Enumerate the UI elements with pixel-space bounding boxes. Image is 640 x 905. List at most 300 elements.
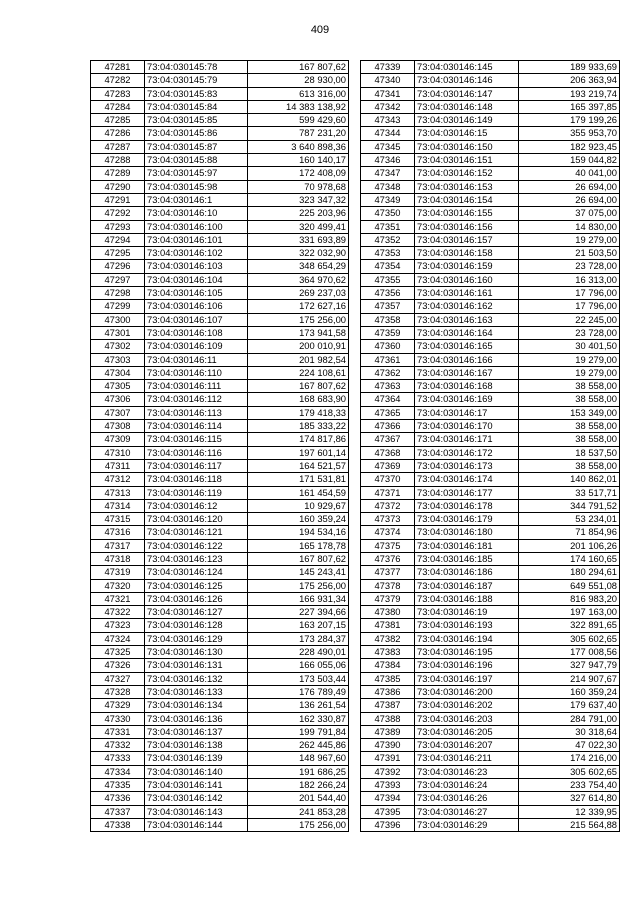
cadastral-number-cell: 73:04:030146:161 xyxy=(415,287,519,300)
value-cell: 327 947,79 xyxy=(519,659,620,672)
row-number-cell: 47340 xyxy=(361,74,415,87)
row-number-cell: 47381 xyxy=(361,619,415,632)
row-number-cell: 47293 xyxy=(91,220,145,233)
value-cell: 153 349,00 xyxy=(519,406,620,419)
value-cell: 179 199,26 xyxy=(519,114,620,127)
table-row xyxy=(91,154,349,167)
value-cell: 26 694,00 xyxy=(519,193,620,206)
cadastral-number-cell: 73:04:030146:133 xyxy=(145,685,248,698)
cadastral-number-cell: 73:04:030146:119 xyxy=(145,486,248,499)
table-row xyxy=(91,87,349,100)
value-cell: 172 627,16 xyxy=(248,300,349,313)
value-cell: 173 284,37 xyxy=(248,632,349,645)
table-row xyxy=(91,326,349,339)
value-cell: 173 941,58 xyxy=(248,326,349,339)
table-row xyxy=(91,233,349,246)
cadastral-number-cell: 73:04:030146:202 xyxy=(415,699,519,712)
value-cell: 189 933,69 xyxy=(519,61,620,74)
value-cell: 173 503,44 xyxy=(248,672,349,685)
table-row xyxy=(91,340,349,353)
cadastral-number-cell: 73:04:030146:163 xyxy=(415,313,519,326)
table-row xyxy=(361,167,620,180)
cadastral-number-cell: 73:04:030146:169 xyxy=(415,393,519,406)
cadastral-number-cell: 73:04:030146:123 xyxy=(145,552,248,565)
row-number-cell: 47354 xyxy=(361,260,415,273)
cadastral-number-cell: 73:04:030146:172 xyxy=(415,446,519,459)
row-number-cell: 47389 xyxy=(361,725,415,738)
value-cell: 227 394,66 xyxy=(248,606,349,619)
value-cell: 17 796,00 xyxy=(519,300,620,313)
table-row xyxy=(91,792,349,805)
table-row xyxy=(361,699,620,712)
row-number-cell: 47326 xyxy=(91,659,145,672)
table-row xyxy=(361,606,620,619)
row-number-cell: 47339 xyxy=(361,61,415,74)
table-row xyxy=(361,739,620,752)
row-number-cell: 47317 xyxy=(91,539,145,552)
value-cell: 38 558,00 xyxy=(519,380,620,393)
table-row xyxy=(361,459,620,472)
table-row xyxy=(91,100,349,113)
value-cell: 176 789,49 xyxy=(248,685,349,698)
cadastral-number-cell: 73:04:030146:129 xyxy=(145,632,248,645)
row-number-cell: 47380 xyxy=(361,606,415,619)
value-cell: 53 234,01 xyxy=(519,513,620,526)
cadastral-number-cell: 73:04:030146:110 xyxy=(145,366,248,379)
value-cell: 182 266,24 xyxy=(248,779,349,792)
cadastral-number-cell: 73:04:030146:12 xyxy=(145,499,248,512)
cadastral-number-cell: 73:04:030146:115 xyxy=(145,433,248,446)
cadastral-number-cell: 73:04:030146:102 xyxy=(145,247,248,260)
table-row xyxy=(361,154,620,167)
row-number-cell: 47299 xyxy=(91,300,145,313)
row-number-cell: 47387 xyxy=(361,699,415,712)
value-cell: 305 602,65 xyxy=(519,765,620,778)
row-number-cell: 47350 xyxy=(361,207,415,220)
page-number: 409 xyxy=(310,24,330,36)
value-cell: 201 544,40 xyxy=(248,792,349,805)
value-cell: 10 929,67 xyxy=(248,499,349,512)
table-row xyxy=(361,685,620,698)
table-row xyxy=(91,287,349,300)
table-row xyxy=(91,685,349,698)
table-row xyxy=(91,779,349,792)
cadastral-number-cell: 73:04:030146:162 xyxy=(415,300,519,313)
row-number-cell: 47355 xyxy=(361,273,415,286)
value-cell: 214 907,67 xyxy=(519,672,620,685)
cadastral-number-cell: 73:04:030146:106 xyxy=(145,300,248,313)
value-cell: 160 140,17 xyxy=(248,154,349,167)
table-row xyxy=(361,406,620,419)
row-number-cell: 47395 xyxy=(361,805,415,818)
table-row xyxy=(361,393,620,406)
cadastral-number-cell: 73:04:030146:112 xyxy=(145,393,248,406)
row-number-cell: 47285 xyxy=(91,114,145,127)
value-cell: 172 408,09 xyxy=(248,167,349,180)
cadastral-number-cell: 73:04:030146:126 xyxy=(145,592,248,605)
table-row xyxy=(361,287,620,300)
cadastral-number-cell: 73:04:030146:137 xyxy=(145,725,248,738)
row-number-cell: 47312 xyxy=(91,473,145,486)
row-number-cell: 47370 xyxy=(361,473,415,486)
table-row xyxy=(91,220,349,233)
row-number-cell: 47345 xyxy=(361,140,415,153)
cadastral-number-cell: 73:04:030146:140 xyxy=(145,765,248,778)
table-row xyxy=(91,300,349,313)
table-row xyxy=(91,606,349,619)
cadastral-number-cell: 73:04:030146:103 xyxy=(145,260,248,273)
row-number-cell: 47320 xyxy=(91,579,145,592)
table-row xyxy=(361,207,620,220)
table-row xyxy=(91,114,349,127)
value-cell: 787 231,20 xyxy=(248,127,349,140)
value-cell: 23 728,00 xyxy=(519,260,620,273)
right-data-table xyxy=(360,60,620,832)
table-row xyxy=(361,300,620,313)
cadastral-number-cell: 73:04:030146:197 xyxy=(415,672,519,685)
cadastral-number-cell: 73:04:030146:186 xyxy=(415,566,519,579)
value-cell: 165 397,85 xyxy=(519,100,620,113)
table-row xyxy=(91,366,349,379)
row-number-cell: 47298 xyxy=(91,287,145,300)
cadastral-number-cell: 73:04:030145:87 xyxy=(145,140,248,153)
value-cell: 14 830,00 xyxy=(519,220,620,233)
value-cell: 21 503,50 xyxy=(519,247,620,260)
table-row xyxy=(361,792,620,805)
row-number-cell: 47305 xyxy=(91,380,145,393)
table-row xyxy=(361,552,620,565)
row-number-cell: 47291 xyxy=(91,193,145,206)
table-row xyxy=(361,646,620,659)
row-number-cell: 47332 xyxy=(91,739,145,752)
row-number-cell: 47321 xyxy=(91,592,145,605)
value-cell: 47 022,30 xyxy=(519,739,620,752)
cadastral-number-cell: 73:04:030146:188 xyxy=(415,592,519,605)
cadastral-number-cell: 73:04:030146:141 xyxy=(145,779,248,792)
row-number-cell: 47385 xyxy=(361,672,415,685)
table-row xyxy=(361,659,620,672)
cadastral-number-cell: 73:04:030146:178 xyxy=(415,499,519,512)
table-row xyxy=(91,579,349,592)
cadastral-number-cell: 73:04:030146:171 xyxy=(415,433,519,446)
value-cell: 160 359,24 xyxy=(248,513,349,526)
row-number-cell: 47329 xyxy=(91,699,145,712)
value-cell: 215 564,88 xyxy=(519,818,620,831)
value-cell: 30 401,50 xyxy=(519,340,620,353)
cadastral-number-cell: 73:04:030146:19 xyxy=(415,606,519,619)
row-number-cell: 47290 xyxy=(91,180,145,193)
value-cell: 174 817,86 xyxy=(248,433,349,446)
table-row xyxy=(91,619,349,632)
row-number-cell: 47282 xyxy=(91,74,145,87)
cadastral-number-cell: 73:04:030146:142 xyxy=(145,792,248,805)
row-number-cell: 47297 xyxy=(91,273,145,286)
value-cell: 199 791,84 xyxy=(248,725,349,738)
row-number-cell: 47348 xyxy=(361,180,415,193)
table-row xyxy=(361,420,620,433)
cadastral-number-cell: 73:04:030146:125 xyxy=(145,579,248,592)
row-number-cell: 47338 xyxy=(91,818,145,831)
row-number-cell: 47292 xyxy=(91,207,145,220)
row-number-cell: 47318 xyxy=(91,552,145,565)
table-row xyxy=(361,326,620,339)
value-cell: 167 807,62 xyxy=(248,552,349,565)
left-data-table xyxy=(90,60,349,832)
cadastral-number-cell: 73:04:030146:15 xyxy=(415,127,519,140)
value-cell: 241 853,28 xyxy=(248,805,349,818)
row-number-cell: 47283 xyxy=(91,87,145,100)
value-cell: 175 256,00 xyxy=(248,579,349,592)
table-row xyxy=(91,180,349,193)
table-row xyxy=(91,646,349,659)
table-row xyxy=(361,765,620,778)
cadastral-number-cell: 73:04:030146:127 xyxy=(145,606,248,619)
table-row xyxy=(361,619,620,632)
value-cell: 179 418,33 xyxy=(248,406,349,419)
value-cell: 206 363,94 xyxy=(519,74,620,87)
table-row xyxy=(91,140,349,153)
cadastral-number-cell: 73:04:030146:164 xyxy=(415,326,519,339)
row-number-cell: 47386 xyxy=(361,685,415,698)
table-row xyxy=(361,233,620,246)
table-row xyxy=(361,220,620,233)
cadastral-number-cell: 73:04:030146:23 xyxy=(415,765,519,778)
row-number-cell: 47390 xyxy=(361,739,415,752)
table-row xyxy=(361,247,620,260)
row-number-cell: 47347 xyxy=(361,167,415,180)
cadastral-number-cell: 73:04:030146:155 xyxy=(415,207,519,220)
cadastral-number-cell: 73:04:030146:118 xyxy=(145,473,248,486)
value-cell: 355 953,70 xyxy=(519,127,620,140)
value-cell: 19 279,00 xyxy=(519,233,620,246)
value-cell: 19 279,00 xyxy=(519,366,620,379)
value-cell: 136 261,54 xyxy=(248,699,349,712)
table-row xyxy=(361,779,620,792)
value-cell: 305 602,65 xyxy=(519,632,620,645)
row-number-cell: 47358 xyxy=(361,313,415,326)
cadastral-number-cell: 73:04:030146:111 xyxy=(145,380,248,393)
row-number-cell: 47309 xyxy=(91,433,145,446)
cadastral-number-cell: 73:04:030146:101 xyxy=(145,233,248,246)
table-row xyxy=(361,433,620,446)
cadastral-number-cell: 73:04:030146:116 xyxy=(145,446,248,459)
cadastral-number-cell: 73:04:030146:10 xyxy=(145,207,248,220)
row-number-cell: 47364 xyxy=(361,393,415,406)
table-row xyxy=(361,380,620,393)
value-cell: 191 686,25 xyxy=(248,765,349,778)
table-row xyxy=(91,712,349,725)
table-row xyxy=(361,273,620,286)
value-cell: 145 243,41 xyxy=(248,566,349,579)
cadastral-number-cell: 73:04:030146:27 xyxy=(415,805,519,818)
cadastral-number-cell: 73:04:030146:24 xyxy=(415,779,519,792)
row-number-cell: 47349 xyxy=(361,193,415,206)
cadastral-number-cell: 73:04:030145:78 xyxy=(145,61,248,74)
row-number-cell: 47324 xyxy=(91,632,145,645)
cadastral-number-cell: 73:04:030146:187 xyxy=(415,579,519,592)
table-row xyxy=(361,127,620,140)
cadastral-number-cell: 73:04:030145:84 xyxy=(145,100,248,113)
table-row xyxy=(91,420,349,433)
cadastral-number-cell: 73:04:030146:157 xyxy=(415,233,519,246)
row-number-cell: 47337 xyxy=(91,805,145,818)
table-row xyxy=(91,499,349,512)
table-row xyxy=(361,632,620,645)
value-cell: 37 075,00 xyxy=(519,207,620,220)
cadastral-number-cell: 73:04:030146:117 xyxy=(145,459,248,472)
value-cell: 197 163,00 xyxy=(519,606,620,619)
table-row xyxy=(91,74,349,87)
table-row xyxy=(361,446,620,459)
row-number-cell: 47296 xyxy=(91,260,145,273)
cadastral-number-cell: 73:04:030146:113 xyxy=(145,406,248,419)
row-number-cell: 47360 xyxy=(361,340,415,353)
value-cell: 26 694,00 xyxy=(519,180,620,193)
value-cell: 12 339,95 xyxy=(519,805,620,818)
cadastral-number-cell: 73:04:030146:174 xyxy=(415,473,519,486)
value-cell: 269 237,03 xyxy=(248,287,349,300)
row-number-cell: 47383 xyxy=(361,646,415,659)
row-number-cell: 47343 xyxy=(361,114,415,127)
row-number-cell: 47393 xyxy=(361,779,415,792)
value-cell: 166 931,34 xyxy=(248,592,349,605)
cadastral-number-cell: 73:04:030146:165 xyxy=(415,340,519,353)
cadastral-number-cell: 73:04:030146:196 xyxy=(415,659,519,672)
table-row xyxy=(91,406,349,419)
value-cell: 140 862,01 xyxy=(519,473,620,486)
cadastral-number-cell: 73:04:030146:136 xyxy=(145,712,248,725)
value-cell: 161 454,59 xyxy=(248,486,349,499)
value-cell: 160 359,24 xyxy=(519,685,620,698)
value-cell: 38 558,00 xyxy=(519,393,620,406)
row-number-cell: 47319 xyxy=(91,566,145,579)
table-row xyxy=(91,446,349,459)
cadastral-number-cell: 73:04:030146:26 xyxy=(415,792,519,805)
value-cell: 322 032,90 xyxy=(248,247,349,260)
value-cell: 30 318,64 xyxy=(519,725,620,738)
row-number-cell: 47331 xyxy=(91,725,145,738)
row-number-cell: 47335 xyxy=(91,779,145,792)
cadastral-number-cell: 73:04:030145:85 xyxy=(145,114,248,127)
value-cell: 364 970,62 xyxy=(248,273,349,286)
cadastral-number-cell: 73:04:030146:122 xyxy=(145,539,248,552)
value-cell: 166 055,06 xyxy=(248,659,349,672)
value-cell: 200 010,91 xyxy=(248,340,349,353)
cadastral-number-cell: 73:04:030146:177 xyxy=(415,486,519,499)
value-cell: 180 294,61 xyxy=(519,566,620,579)
cadastral-number-cell: 73:04:030146:159 xyxy=(415,260,519,273)
value-cell: 233 754,40 xyxy=(519,779,620,792)
table-row xyxy=(91,592,349,605)
table-row xyxy=(361,260,620,273)
table-row xyxy=(91,699,349,712)
row-number-cell: 47352 xyxy=(361,233,415,246)
value-cell: 71 854,96 xyxy=(519,526,620,539)
value-cell: 348 654,29 xyxy=(248,260,349,273)
table-row xyxy=(91,818,349,831)
cadastral-number-cell: 73:04:030146:205 xyxy=(415,725,519,738)
table-row xyxy=(91,659,349,672)
table-row xyxy=(91,167,349,180)
table-row xyxy=(91,193,349,206)
row-number-cell: 47388 xyxy=(361,712,415,725)
row-number-cell: 47323 xyxy=(91,619,145,632)
table-row xyxy=(91,632,349,645)
cadastral-number-cell: 73:04:030145:98 xyxy=(145,180,248,193)
value-cell: 225 203,96 xyxy=(248,207,349,220)
cadastral-number-cell: 73:04:030146:179 xyxy=(415,513,519,526)
cadastral-number-cell: 73:04:030146:29 xyxy=(415,818,519,831)
value-cell: 38 558,00 xyxy=(519,433,620,446)
row-number-cell: 47308 xyxy=(91,420,145,433)
cadastral-number-cell: 73:04:030145:83 xyxy=(145,87,248,100)
row-number-cell: 47316 xyxy=(91,526,145,539)
row-number-cell: 47322 xyxy=(91,606,145,619)
table-row xyxy=(361,74,620,87)
table-row xyxy=(361,180,620,193)
value-cell: 179 637,40 xyxy=(519,699,620,712)
value-cell: 159 044,82 xyxy=(519,154,620,167)
value-cell: 201 982,54 xyxy=(248,353,349,366)
value-cell: 38 558,00 xyxy=(519,459,620,472)
cadastral-number-cell: 73:04:030146:121 xyxy=(145,526,248,539)
value-cell: 228 490,01 xyxy=(248,646,349,659)
table-row xyxy=(361,712,620,725)
row-number-cell: 47287 xyxy=(91,140,145,153)
table-row xyxy=(91,526,349,539)
cadastral-number-cell: 73:04:030146:185 xyxy=(415,552,519,565)
value-cell: 33 517,71 xyxy=(519,486,620,499)
table-row xyxy=(91,260,349,273)
cadastral-number-cell: 73:04:030146:180 xyxy=(415,526,519,539)
value-cell: 19 279,00 xyxy=(519,353,620,366)
row-number-cell: 47342 xyxy=(361,100,415,113)
table-row xyxy=(361,566,620,579)
table-row xyxy=(91,459,349,472)
cadastral-number-cell: 73:04:030146:114 xyxy=(145,420,248,433)
table-row xyxy=(91,805,349,818)
table-row xyxy=(361,805,620,818)
table-row xyxy=(361,366,620,379)
cadastral-number-cell: 73:04:030146:11 xyxy=(145,353,248,366)
row-number-cell: 47333 xyxy=(91,752,145,765)
row-number-cell: 47378 xyxy=(361,579,415,592)
row-number-cell: 47382 xyxy=(361,632,415,645)
table-row xyxy=(361,818,620,831)
value-cell: 262 445,86 xyxy=(248,739,349,752)
row-number-cell: 47327 xyxy=(91,672,145,685)
cadastral-number-cell: 73:04:030146:168 xyxy=(415,380,519,393)
row-number-cell: 47384 xyxy=(361,659,415,672)
row-number-cell: 47363 xyxy=(361,380,415,393)
value-cell: 201 106,26 xyxy=(519,539,620,552)
table-row xyxy=(361,473,620,486)
table-row xyxy=(361,87,620,100)
row-number-cell: 47336 xyxy=(91,792,145,805)
table-row xyxy=(91,247,349,260)
table-row xyxy=(91,552,349,565)
value-cell: 174 160,65 xyxy=(519,552,620,565)
cadastral-number-cell: 73:04:030146:109 xyxy=(145,340,248,353)
cadastral-number-cell: 73:04:030146:148 xyxy=(415,100,519,113)
cadastral-number-cell: 73:04:030146:1 xyxy=(145,193,248,206)
value-cell: 22 245,00 xyxy=(519,313,620,326)
row-number-cell: 47373 xyxy=(361,513,415,526)
table-row xyxy=(361,579,620,592)
value-cell: 194 534,16 xyxy=(248,526,349,539)
cadastral-number-cell: 73:04:030145:79 xyxy=(145,74,248,87)
cadastral-number-cell: 73:04:030146:150 xyxy=(415,140,519,153)
